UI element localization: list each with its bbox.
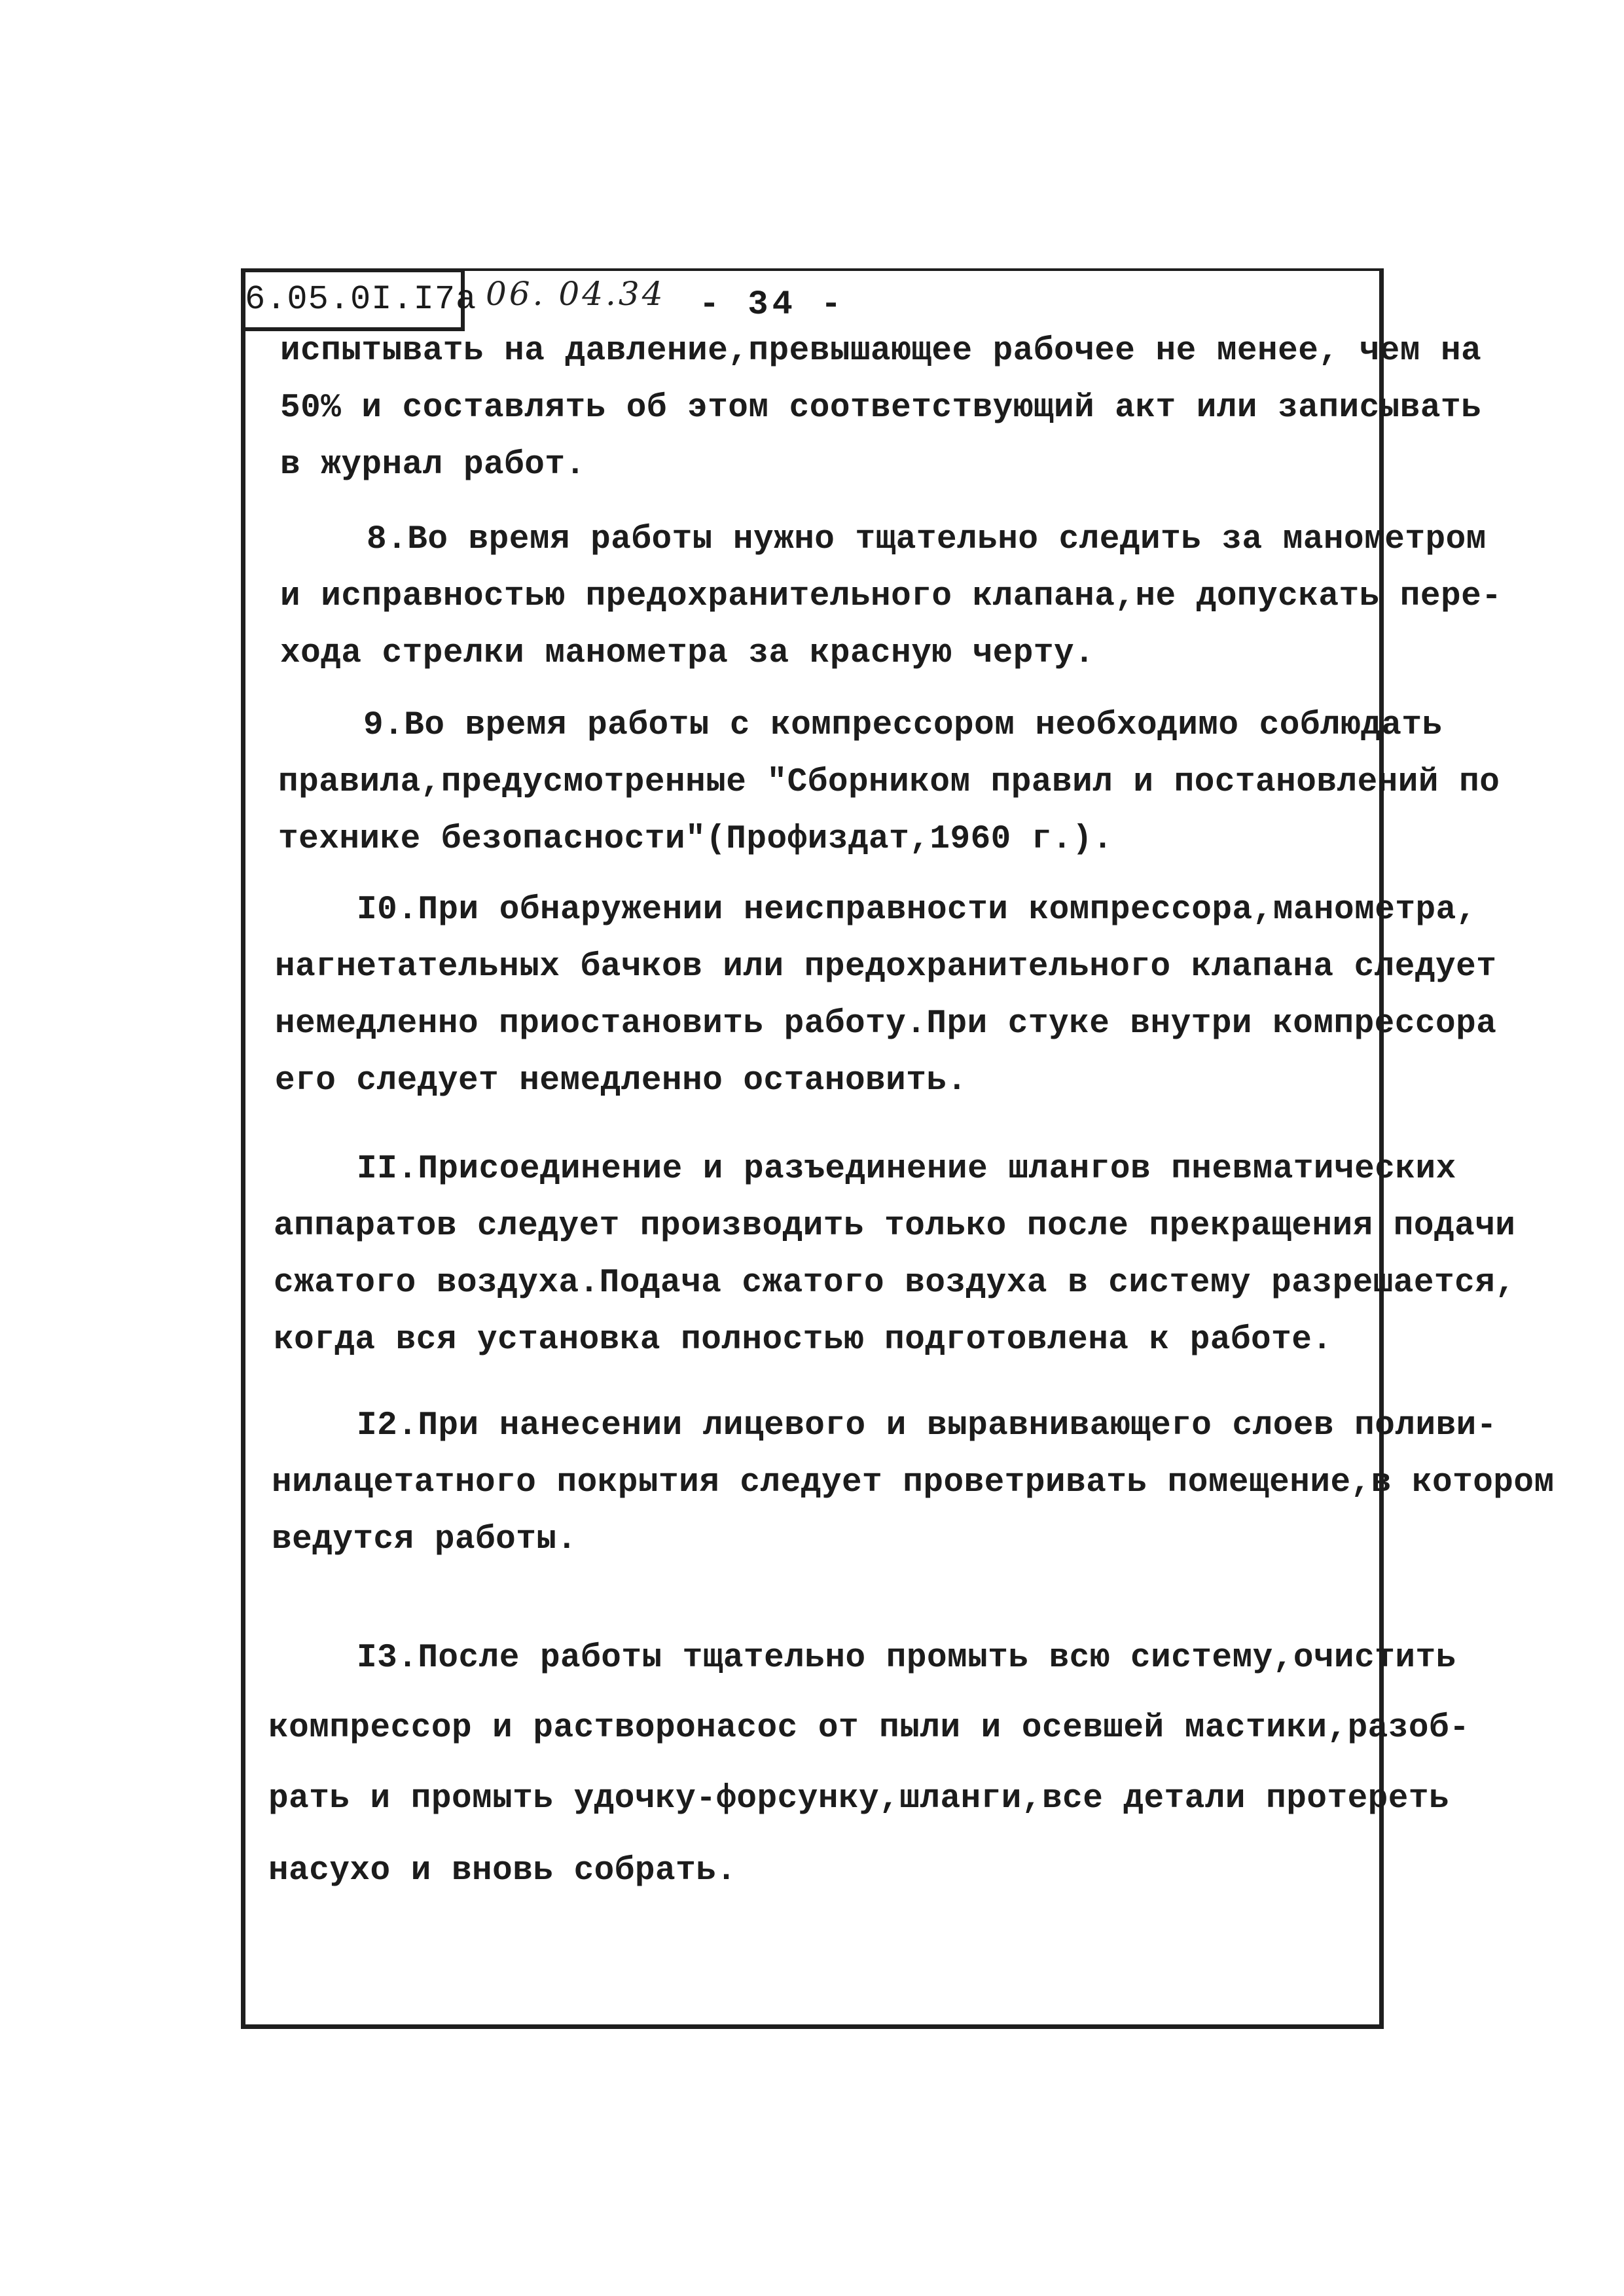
text-line: немедленно приостановить работу.При стуке внутри компрессора	[275, 1005, 1497, 1043]
text-line: рать и промыть удочку-форсунку,шланги,все детали протереть	[268, 1780, 1450, 1818]
text-line: II.Присоединение и разъединение шлангов пневматических	[357, 1151, 1456, 1188]
text-line: нилацетатного покрытия следует проветривать помещение,в котором	[272, 1464, 1555, 1501]
text-line: технике безопасности"(Профиздат,1960 г.).	[278, 821, 1113, 858]
handwritten-date: 06. 04.34	[486, 275, 666, 313]
text-line: правила,предусмотренные "Сборником правил и постановлений по	[278, 764, 1500, 801]
text-line: I0.При обнаружении неисправности компрессора,манометра,	[357, 891, 1477, 929]
page-number: - 34 -	[699, 285, 846, 324]
text-line: насухо и вновь собрать.	[268, 1852, 737, 1890]
text-line: компрессор и растворонасос от пыли и осевшей мастики,разоб-	[268, 1710, 1470, 1747]
text-line: 8.Во время работы нужно тщательно следить за манометром	[367, 521, 1487, 558]
text-line: 9.Во время работы с компрессором необходимо соблюдать	[363, 707, 1443, 744]
text-line: и исправностью предохранительного клапана,не допускать пере-	[280, 578, 1502, 615]
text-line: его следует немедленно остановить.	[275, 1062, 967, 1100]
text-line: когда вся установка полностью подготовлена к работе.	[274, 1321, 1333, 1359]
text-line: нагнетательных бачков или предохранительного клапана следует	[275, 948, 1497, 986]
text-line: I3.После работы тщательно промыть всю систему,очистить	[357, 1640, 1456, 1677]
text-line: I2.При нанесении лицевого и выравнивающего слоев поливи-	[357, 1407, 1497, 1444]
text-line: хода стрелки манометра за красную черту.	[280, 635, 1095, 672]
text-line: сжатого воздуха.Подача сжатого воздуха в систему разрешается,	[274, 1265, 1516, 1302]
text-line: аппаратов следует производить только после прекращения подачи	[274, 1208, 1516, 1245]
text-line: испытывать на давление,превышающее рабочее не менее, чем на	[280, 332, 1482, 370]
text-line: 50% и составлять об этом соответствующий акт или записывать	[280, 389, 1482, 427]
document-code: 6.05.0I.I7a	[241, 268, 465, 331]
text-line: в журнал работ.	[280, 446, 586, 484]
text-line: ведутся работы.	[272, 1521, 577, 1558]
